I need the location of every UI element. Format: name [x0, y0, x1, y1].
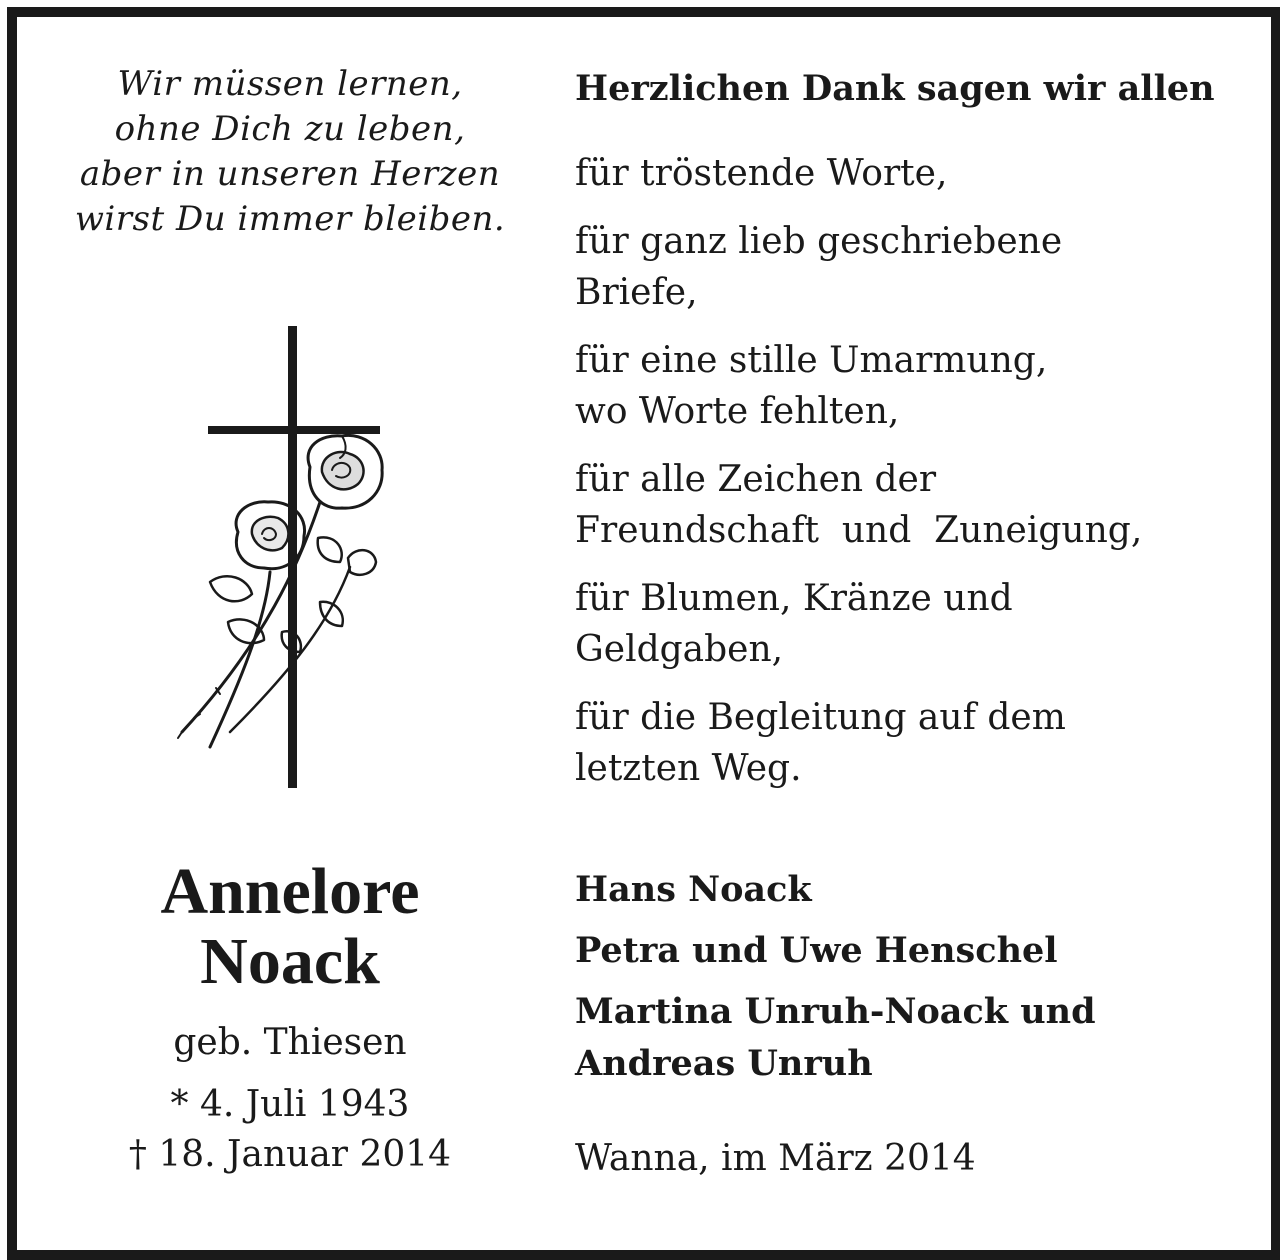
thanks-line: für eine stille Umarmung, — [575, 340, 1048, 381]
thanks-line: für alle Zeichen der — [575, 459, 937, 500]
thanks-line: für tröstende Worte, — [575, 153, 948, 194]
signer — [575, 986, 1225, 1090]
signer-line: Andreas Unruh — [575, 1043, 873, 1084]
poem-line: wirst Du immer bleiben. — [74, 199, 506, 239]
thanks-line: letzten Weg. — [575, 748, 802, 789]
thanks-item — [575, 216, 1225, 318]
thanks-line: Briefe, — [575, 272, 698, 313]
thanks-heading: Herzlichen Dank sagen wir allen — [575, 68, 1215, 109]
thanks-item — [575, 335, 1225, 437]
life-dates — [40, 1080, 540, 1180]
birth-date: * 4. Juli 1943 — [170, 1084, 410, 1125]
memorial-poem — [40, 62, 540, 242]
signer — [575, 864, 1225, 916]
maiden-name: geb. Thiesen — [173, 1022, 407, 1063]
deceased-name — [40, 857, 540, 997]
signers-list — [575, 864, 1225, 1099]
thanks-list — [575, 148, 1225, 811]
poem-line: aber in unseren Herzen — [79, 154, 501, 194]
thanks-line: Geldgaben, — [575, 629, 784, 670]
signer-line: Petra und Uwe Henschel — [575, 930, 1058, 971]
signer-line: Martina Unruh-Noack und — [575, 991, 1096, 1032]
signer-line: Hans Noack — [575, 869, 812, 910]
thanks-line: wo Worte fehlten, — [575, 391, 900, 432]
thanks-item — [575, 573, 1225, 675]
thanks-item — [575, 692, 1225, 794]
death-date: † 18. Januar 2014 — [128, 1134, 452, 1175]
thanks-line: für ganz lieb geschriebene — [575, 221, 1063, 262]
last-name: Noack — [200, 925, 380, 998]
thanks-line: für die Begleitung auf dem — [575, 697, 1066, 738]
place-and-date: Wanna, im März 2014 — [575, 1138, 976, 1179]
first-name: Annelore — [160, 855, 420, 928]
thanks-item — [575, 454, 1225, 556]
signer — [575, 925, 1225, 977]
cross-with-roses-illustration — [170, 322, 400, 792]
poem-line: Wir müssen lernen, — [117, 64, 463, 104]
poem-line: ohne Dich zu leben, — [114, 109, 466, 149]
thanks-line: für Blumen, Kränze und — [575, 578, 1013, 619]
thanks-line: Freundschaft und Zuneigung, — [575, 510, 1143, 551]
thanks-item — [575, 148, 1225, 199]
